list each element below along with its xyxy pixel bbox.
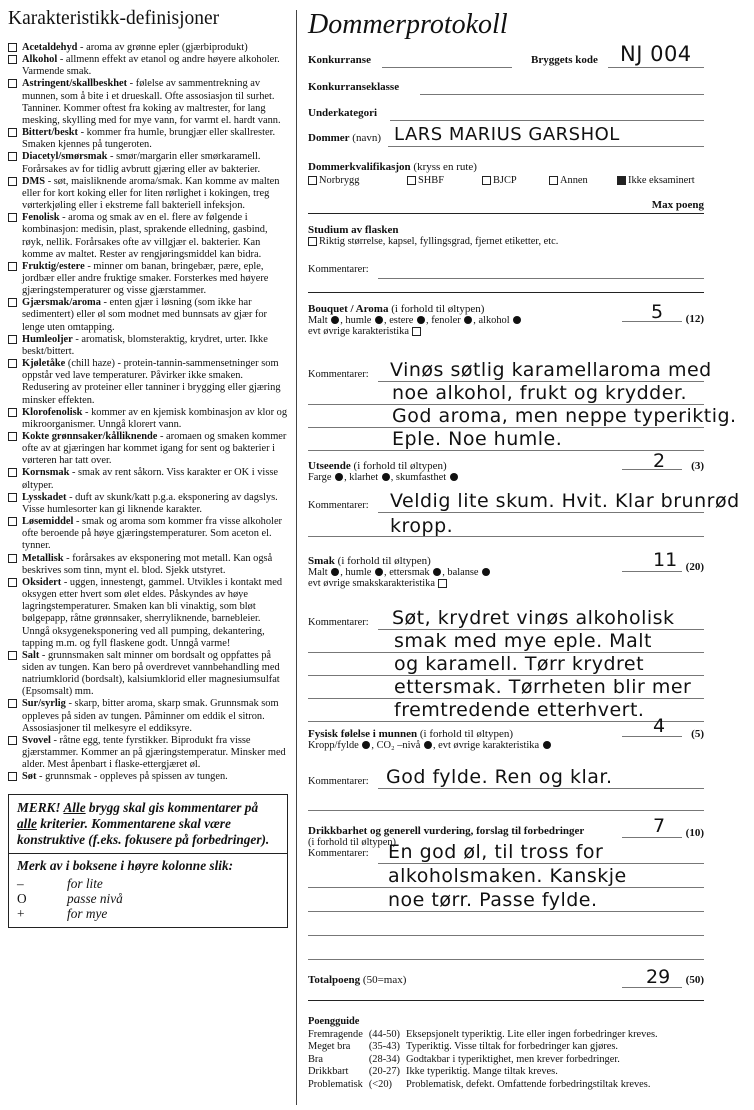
definitions-column [8, 8, 288, 928]
definition-item [8, 78, 288, 127]
definition-text: - forårsakes av eksponering mot metall. Kan også beskrives som tinn, mynt el. blod. Sjekk utstyret. [22, 552, 273, 576]
konkurranse-label: Konkurranse [308, 54, 371, 66]
definition-term: Bittert/beskt [22, 127, 78, 139]
comment-line[interactable] [308, 810, 704, 811]
definition-item [8, 698, 288, 734]
definition-text: - minner om banan, bringebær, pære, eple, jordbær eller andre fruktige smaker. Forsterkes med høyere gjæringstemperaturer og visse gjærstammer. [22, 260, 269, 297]
definition-term: Salt [22, 649, 40, 661]
definition-text: - aroma av grønne epler (gjærbiprodukt) [77, 42, 248, 53]
drikk-comment: noe tørr. Passe fylde. [388, 889, 598, 911]
section-rule [308, 1000, 704, 1001]
underkategori-label: Underkategori [308, 107, 378, 119]
kval-option-label: Norbrygg [319, 175, 360, 186]
guide-name: Fremragende [308, 1028, 363, 1040]
marker-icon[interactable] [464, 316, 472, 324]
bouquet-heading-text: Bouquet / Aroma [308, 303, 389, 315]
total-label-text: Totalpoeng [308, 974, 361, 986]
guide-desc: Ikke typeriktig. Mange tiltak kreves. [406, 1066, 558, 1077]
definitions-title: Karakteristikk-definisjoner [8, 8, 220, 29]
comment-line[interactable] [308, 935, 704, 936]
konkurranseklasse-label: Konkurranseklasse [308, 81, 400, 93]
kval-label [308, 161, 477, 173]
definition-item [8, 212, 288, 261]
definition-text: - enten gjær i løsning (som ikke har sedimentert) eller øl som modnet med bunnsats av gjær for lenge uten omtapping. [22, 297, 267, 333]
kommentarer-label: Kommentarer: [308, 500, 369, 511]
definition-item [8, 54, 288, 78]
definition-term: DMS [22, 175, 46, 187]
utseende-comment: kropp. [390, 515, 454, 537]
drikk-sub: (i forhold til øltypen) [308, 837, 397, 848]
legend-text: for mye [67, 905, 108, 921]
definition-item [8, 467, 288, 491]
attr-label: Kropp/fylde [308, 740, 362, 751]
definition-term: Astringent/skallbeskhet [22, 78, 128, 90]
note-text: MERK! [17, 799, 64, 815]
legend-symbol: – [17, 875, 24, 891]
fysisk-score: 4 [653, 715, 666, 737]
checkbox-icon [8, 554, 17, 563]
comment-line[interactable] [378, 788, 704, 789]
dommer-value: LARS MARIUS GARSHOL [394, 124, 620, 145]
attr-label: , alkohol [473, 315, 513, 326]
attr-label: , fenoler [426, 315, 464, 326]
note-text: kriterier. Kommentarene skal være konstruktive (f.eks. fokusere på forbedringer). [17, 815, 270, 847]
definition-text: - smør/margarin eller smørkaramell. Forårsakes av for tidlig avbrutt gjæring eller av bakterier. [22, 151, 261, 175]
marker-icon[interactable] [433, 568, 441, 576]
comment-line[interactable] [308, 450, 704, 451]
definition-text: - kommer av en kjemisk kombinasjon av klor og mikroorganismer. Unngå klorert vann. [22, 406, 288, 430]
guide-row [308, 1029, 664, 1042]
bouquet-comment: Eple. Noe humle. [392, 428, 563, 450]
definition-item [8, 358, 288, 407]
smak-comment: og karamell. Tørr krydret [394, 653, 645, 675]
checkbox-icon [8, 213, 17, 222]
definition-text: - grunnsmak - oppleves på spissen av tungen. [36, 771, 228, 783]
note-box [8, 794, 288, 854]
definition-text: (chill haze) - protein-tannin-sammensetninger som oppstår ved lave temperaturer. Påvirker ikke smaken. Redusering av proteiner eller tanniner i brygging eller gjæring minsker effekten. [22, 358, 281, 406]
legend-row [17, 906, 279, 921]
attr-label: , ettersmak [384, 567, 433, 578]
checkbox-icon [8, 517, 17, 526]
comment-line[interactable] [308, 911, 704, 912]
checked-checkbox-icon [617, 176, 626, 185]
legend-text: passe nivå [67, 890, 123, 906]
guide-row [308, 1066, 664, 1079]
marker-icon[interactable] [335, 473, 343, 481]
definition-text: - aroma og smak av en el. flere av følgende i kombinasjon: medisin, plast, sprakende elledning, gasbind, røyk, nellik. Forårsakes ofte av villgjær el. bakterier. Kan komme av maltet. Rester av rengjøringsmiddel kan bidra. [22, 212, 268, 260]
legend-row [17, 876, 279, 891]
definition-item [8, 42, 288, 54]
guide-name: Drikkbart [308, 1066, 349, 1077]
smak-comment: Søt, krydret vinøs alkoholisk [392, 607, 675, 629]
definition-text: - skarp, bitter aroma, skarp smak. Grunnsmak som oppleves på siden av tungen. Påminner om eddik el sitron. Assosiasjoner til melkesyre el eddiksyre. [22, 698, 279, 734]
studium-text [308, 236, 704, 247]
smak-heading [308, 555, 704, 567]
marker-icon[interactable] [543, 741, 551, 749]
drikk-comment: En god øl, til tross for [388, 841, 604, 863]
checkbox-icon [482, 176, 491, 185]
fysisk-section [308, 715, 704, 808]
max-poeng-label: Max poeng [651, 199, 704, 211]
definition-item [8, 297, 288, 333]
attr-label: , humle [340, 315, 374, 326]
drikk-max: (10) [685, 827, 704, 839]
guide-desc: Problematisk, defekt. Omfattende forbedringstiltak kreves. [406, 1078, 651, 1090]
definition-term: Gjærsmak/aroma [22, 297, 101, 309]
checkbox-icon [8, 408, 17, 417]
fysisk-comment: God fylde. Ren og klar. [386, 766, 613, 788]
bouquet-max: (12) [685, 313, 704, 325]
definition-term: Fenolisk [22, 212, 60, 224]
kval-option-annen[interactable] [549, 175, 588, 186]
definition-item [8, 492, 288, 516]
protocol-column [308, 9, 740, 1090]
guide-row [308, 1079, 664, 1092]
definition-text: - uggen, innestengt, gammel. Utvikles i kontakt med oksygen etter hvert som ølet eldes. Påskyndes av høye lagringstemperaturer. Smaken kan bli vinaktig, som bløt bølgepapp, råtne grønnsaker, sherryliknende, barnebleier. Unngå oksygeneksponering ved all pumping, dekantering, tapping m.m. og fyll flaskene godt. Unngå varme! [22, 576, 283, 649]
definition-text: - kommer fra humle, brungjær eller skallrester. Smaken kjennes på tungeroten. [22, 127, 276, 151]
checkbox-icon [8, 578, 17, 587]
note-text: brygg skal gis kommentarer på [85, 799, 259, 815]
bryggets-kode-value: NJ 004 [620, 42, 692, 66]
legend-box [8, 854, 288, 928]
checkbox-icon [8, 335, 17, 344]
bryggets-kode-label: Bryggets kode [531, 54, 598, 66]
checkbox-icon [8, 298, 17, 307]
guide-name: Meget bra [308, 1041, 351, 1052]
kval-option-ikke-eksaminert[interactable] [617, 175, 695, 186]
marker-icon[interactable] [513, 316, 521, 324]
studium-comment-line[interactable] [378, 278, 704, 279]
marker-icon[interactable] [382, 473, 390, 481]
section-rule [308, 292, 704, 293]
marker-icon[interactable] [417, 316, 425, 324]
marker-icon[interactable] [331, 316, 339, 324]
dommer-label-text: Dommer [308, 132, 350, 144]
note-text: alle [17, 815, 37, 831]
utseende-comment: Veldig lite skum. Hvit. Klar brunrød [390, 490, 740, 512]
fysisk-score-line[interactable] [622, 736, 682, 737]
marker-icon[interactable] [375, 316, 383, 324]
marker-icon[interactable] [375, 568, 383, 576]
kommentarer-label: Kommentarer: [308, 776, 369, 787]
checkbox-icon[interactable] [438, 579, 447, 588]
smak-heading-text: Smak [308, 555, 335, 567]
comment-line[interactable] [308, 887, 704, 888]
smak-comment: smak med mye eple. Malt [394, 630, 652, 652]
checkbox-icon [8, 55, 17, 64]
dommer-field[interactable] [388, 146, 704, 147]
utseende-section [308, 450, 740, 550]
kommentarer-label: Kommentarer: [308, 369, 369, 380]
guide-range: (35-43) [368, 1041, 401, 1052]
definition-term: Sur/syrlig [22, 698, 66, 710]
konkurranseklasse-field[interactable] [420, 94, 704, 95]
smak-section [308, 549, 704, 721]
definition-term: Klorofenolisk [22, 406, 83, 418]
marker-icon[interactable] [482, 568, 490, 576]
dommer-label [308, 132, 381, 144]
definition-term: Løsemiddel [22, 516, 74, 528]
attr-label: , CO₂ –nivå [371, 740, 423, 751]
checkbox-icon [8, 152, 17, 161]
definition-item [8, 176, 288, 212]
poengguide-heading: Poengguide [308, 1016, 360, 1027]
legend-symbol: + [17, 905, 25, 921]
definitions-list [8, 42, 288, 784]
guide-row [308, 1041, 664, 1054]
definition-item [8, 127, 288, 151]
attr-label: , estere [384, 315, 417, 326]
smak-score-line[interactable] [622, 571, 682, 572]
bryggets-kode-field[interactable] [608, 67, 704, 68]
checkbox-icon [8, 699, 17, 708]
comment-line[interactable] [308, 721, 704, 722]
definition-term: Kornsmak [22, 467, 70, 479]
comment-line[interactable] [308, 959, 704, 960]
guide-row [308, 1054, 664, 1067]
legend-text: for lite [67, 875, 103, 891]
definition-text: - søt, maisliknende aroma/smak. Kan komme av malten eller for kort koking eller for liten rørlighet i kokingen, treg vørterkjøling eller i ekstreme fall bakteriell infeksjon. [22, 175, 280, 212]
definition-term: Kjøletåke [22, 358, 66, 370]
definition-term: Alkohol [22, 54, 58, 66]
total-label [308, 974, 704, 986]
kommentarer-label: Kommentarer: [308, 617, 369, 628]
total-max: (50) [685, 974, 704, 986]
kval-label-text: Dommerkvalifikasjon [308, 161, 411, 173]
dommer-sub: (navn) [349, 132, 382, 144]
studium-text-label: Riktig størrelse, kapsel, fyllingsgrad, fjernet etiketter, etc. [319, 236, 559, 247]
checkbox-icon [407, 176, 416, 185]
kval-option-label: Ikke eksaminert [628, 175, 695, 186]
kval-option-label: SHBF [418, 175, 444, 186]
legend-row [17, 891, 279, 906]
guide-desc: Typeriktig. Visse tiltak for forbedringer kan gjøres. [406, 1041, 619, 1052]
drikk-section [308, 815, 704, 975]
checkbox-icon [8, 79, 17, 88]
bouquet-section [308, 301, 737, 463]
poengguide [308, 1016, 664, 1091]
definition-term: Svovel [22, 734, 51, 746]
definition-term: Acetaldehyd [22, 42, 78, 53]
checkbox-icon [549, 176, 558, 185]
smak-other [308, 578, 704, 589]
checkbox-icon [308, 176, 317, 185]
definition-term: Humleoljer [22, 333, 73, 345]
definition-term: Søt [22, 771, 37, 783]
definition-text: - allmenn effekt av etanol og andre høyere alkoholer. Varmende smak. [22, 54, 280, 78]
smak-comment: ettersmak. Tørrheten blir mer [394, 676, 692, 698]
protocol-title: Dommerprotokoll [308, 9, 508, 40]
checkbox-icon [8, 128, 17, 137]
marker-icon[interactable] [362, 741, 370, 749]
fysisk-attributes [308, 740, 704, 751]
definition-item [8, 431, 288, 467]
column-divider [296, 10, 297, 1105]
definition-item [8, 577, 288, 650]
smak-attributes [308, 567, 704, 578]
fysisk-sub: (i forhold til øltypen) [417, 728, 514, 740]
bouquet-comment: Vinøs søtlig karamellaroma med [390, 359, 712, 381]
definition-term: Oksidert [22, 576, 62, 588]
definition-text: - duft av skunk/katt p.g.a. eksponering av dagslys. Visse humlesorter kan gi liknende karakter. [22, 491, 278, 515]
guide-desc: Eksepsjonelt typeriktig. Lite eller ingen forbedringer kreves. [406, 1028, 658, 1040]
utseende-attributes [308, 472, 704, 483]
utseende-heading [308, 460, 704, 472]
attr-label: , evt øvrige karakteristika [432, 740, 542, 751]
checkbox-icon [8, 493, 17, 502]
definition-item [8, 334, 288, 358]
kommentarer-label: Kommentarer: [308, 848, 369, 859]
attr-label: , skumfasthet [390, 472, 449, 483]
comment-line[interactable] [378, 512, 704, 513]
fysisk-max: (5) [691, 728, 704, 740]
legend-heading: Merk av i boksene i høyre kolonne slik: [17, 857, 234, 873]
definition-item [8, 261, 288, 297]
definition-item [8, 516, 288, 552]
guide-range: (44-50) [368, 1028, 401, 1040]
comment-line[interactable] [378, 863, 704, 864]
utseende-max: (3) [691, 460, 704, 472]
guide-name: Bra [308, 1053, 324, 1065]
definition-text: - aromaen og smaken kommer ofte av at gjæringen har kommet igang for sent og bakterier i vørteren har tatt over. [22, 431, 287, 467]
drikk-comment: alkoholsmaken. Kanskje [388, 865, 627, 887]
kommentarer-label: Kommentarer: [308, 264, 369, 275]
marker-icon[interactable] [331, 568, 339, 576]
utseende-heading-text: Utseende [308, 460, 351, 472]
definition-item [8, 151, 288, 175]
definition-text: - aromatisk, blomsteraktig, krydret, urter. Ikke beskt/bittert. [22, 333, 268, 357]
checkbox-icon [8, 736, 17, 745]
kval-option-label: BJCP [493, 175, 517, 186]
bouquet-score: 5 [651, 301, 664, 323]
attr-label: , humle [340, 567, 374, 578]
attr-label: evt øvrige karakteristika [308, 326, 412, 337]
drikk-score-line[interactable] [622, 837, 682, 838]
marker-icon[interactable] [450, 473, 458, 481]
definition-item [8, 771, 288, 783]
checkbox-icon [8, 772, 17, 781]
poengguide-table [308, 1029, 664, 1092]
checkbox-icon [8, 43, 17, 52]
comment-line[interactable] [308, 536, 704, 537]
bouquet-other [308, 326, 704, 337]
konkurranse-field[interactable] [382, 67, 512, 68]
kval-sub: (kryss en rute) [410, 161, 477, 173]
kval-option-norbrygg[interactable] [308, 175, 359, 186]
guide-desc: Godtakbar i typeriktighet, men krever forbedringer. [406, 1053, 620, 1065]
attr-label: , balanse [442, 567, 482, 578]
definition-item [8, 650, 288, 699]
kval-option-shbf[interactable] [407, 175, 444, 186]
utseende-score: 2 [653, 450, 666, 472]
bouquet-sub: (i forhold til øltypen) [388, 303, 485, 315]
checkbox-icon [8, 262, 17, 271]
header-rule [308, 213, 704, 214]
studium-heading: Studium av flasken [308, 224, 399, 236]
definition-text: - råtne egg, tente fyrstikker. Biprodukt fra visse gjærstammer. Kommer an på gjæringstemperatur. Minsker med alder. Mest åpenbart i flaske-ettergjæret øl. [22, 734, 286, 771]
drikk-score: 7 [653, 815, 666, 837]
guide-range: (28-34) [368, 1053, 401, 1065]
smak-sub: (i forhold til øltypen) [334, 555, 431, 567]
total-sub: (50=max) [360, 974, 407, 986]
bouquet-comment: noe alkohol, frukt og krydder. [392, 382, 688, 404]
definition-text: - følelse av sammentrekning av munnen, som å bite i et drueskall. Ofte assosiasjon til surhet. Tanniner. Kommer oftest fra koking av maltrester, for lang mesking, skylling med for mye vann, for varmt el. hardt vann. [22, 78, 281, 126]
definition-item [8, 407, 288, 431]
definition-term: Lysskadet [22, 491, 67, 503]
definition-text: - grunnsmaken salt minner om bordsalt og oppfattes på siden av tungen. Kan bero på overdrevet vannbehandling med natriumklorid (bordsalt), kalsiumklorid eller magnesiumsulfat (Epsomsalt) mm. [22, 649, 280, 698]
legend-symbol: O [17, 890, 27, 906]
definition-term: Diacetyl/smørsmak [22, 151, 108, 163]
definition-term: Metallisk [22, 552, 64, 564]
guide-name: Problematisk [308, 1078, 363, 1090]
kval-option-bjcp[interactable] [482, 175, 517, 186]
smak-comment: fremtredende etterhvert. [394, 699, 645, 721]
definition-text: - smak og aroma som kommer fra visse alkoholer ofte beroende på høye gjæringstemperaturer. Som aceton el. tynner. [22, 516, 283, 552]
guide-range: (20-27) [368, 1066, 401, 1077]
checkbox-icon[interactable] [412, 327, 421, 336]
total-score: 29 [646, 966, 671, 988]
definition-term: Fruktig/estere [22, 260, 85, 272]
checkbox-icon [8, 177, 17, 186]
studium-section [308, 224, 704, 275]
attr-label: Farge [308, 472, 335, 483]
bouquet-heading [308, 303, 704, 315]
guide-range: (<20) [368, 1078, 393, 1090]
marker-icon[interactable] [424, 741, 432, 749]
total-section [308, 966, 704, 988]
checkbox-icon [8, 432, 17, 441]
attr-label: Malt [308, 567, 331, 578]
utseende-sub: (i forhold til øltypen) [350, 460, 447, 472]
attr-label: evt øvrige smakskarakteristika [308, 578, 438, 589]
checkbox-icon [8, 359, 17, 368]
kval-option-label: Annen [560, 175, 588, 186]
attr-label: , klarhet [344, 472, 381, 483]
bouquet-comment: God aroma, men neppe typeriktig. [392, 405, 737, 427]
smak-max: (20) [685, 561, 704, 573]
smak-score: 11 [653, 549, 678, 571]
underkategori-field[interactable] [390, 120, 704, 121]
checkbox-icon [8, 468, 17, 477]
drikk-heading: Drikkbarhet og generell vurdering, forslag til forbedringer [308, 825, 585, 837]
fysisk-heading [308, 728, 704, 740]
utseende-score-line[interactable] [622, 469, 682, 470]
note-text: Alle [63, 799, 86, 815]
definition-item [8, 735, 288, 771]
checkbox-icon[interactable] [308, 237, 317, 246]
definition-item [8, 553, 288, 577]
checkbox-icon [8, 651, 17, 660]
attr-label: Malt [308, 315, 331, 326]
definition-term: Kokte grønnsaker/kålliknende [22, 431, 158, 442]
definition-text: - smak av rent såkorn. Viss karakter er OK i visse øltyper. [22, 467, 279, 491]
fysisk-heading-text: Fysisk følelse i munnen [308, 728, 418, 740]
